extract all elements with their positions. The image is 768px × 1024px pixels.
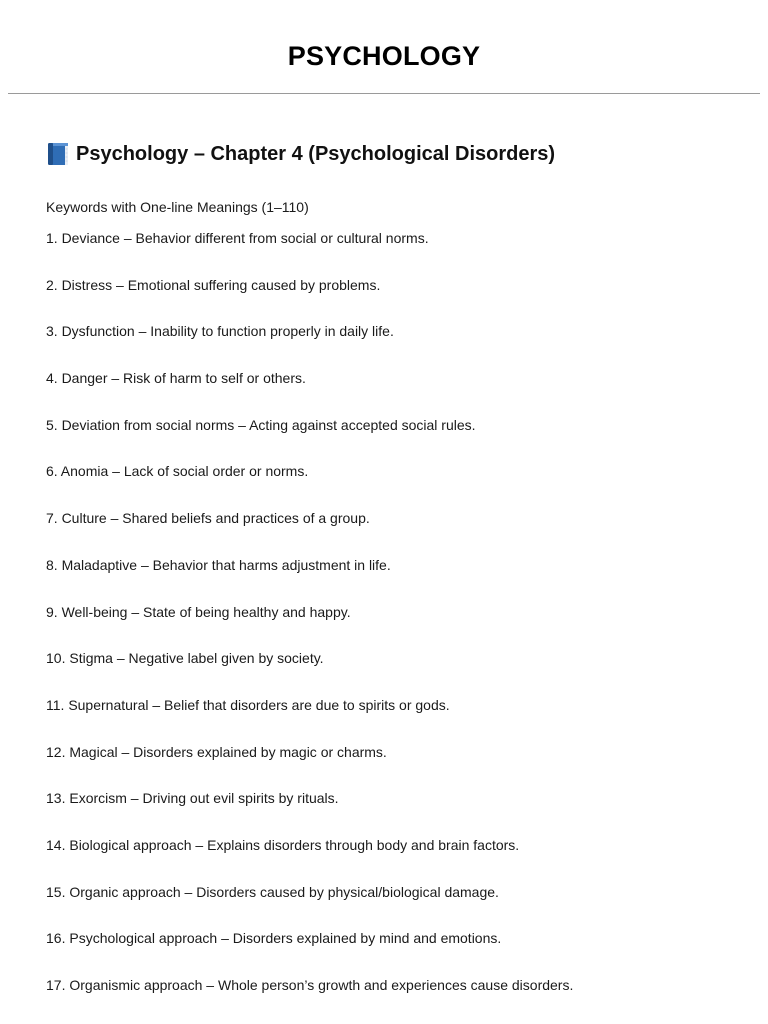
keyword-list bbox=[46, 228, 573, 1022]
keyword-item: 9. Well-being – State of being healthy and happy. bbox=[46, 603, 351, 620]
keyword-item: 15. Organic approach – Disorders caused by physical/biological damage. bbox=[46, 883, 499, 900]
keyword-item: 11. Supernatural – Belief that disorders are due to spirits or gods. bbox=[46, 696, 450, 713]
keyword-item: 12. Magical – Disorders explained by magic or charms. bbox=[46, 743, 387, 760]
page-title: PSYCHOLOGY bbox=[287, 41, 481, 71]
keywords-subtitle: Keywords with One-line Meanings (1–110) bbox=[46, 199, 309, 215]
keyword-item: 3. Dysfunction – Inability to function properly in daily life. bbox=[46, 323, 394, 340]
keyword-item: 7. Culture – Shared beliefs and practices of a group. bbox=[46, 510, 370, 527]
keyword-item: 17. Organismic approach – Whole person’s growth and experiences cause disorders. bbox=[46, 977, 574, 993]
keyword-item: 10. Stigma – Negative label given by society. bbox=[46, 650, 324, 667]
keyword-item: 13. Exorcism – Driving out evil spirits by rituals. bbox=[46, 790, 339, 807]
chapter-title: Psychology – Chapter 4 (Psychological Disorders) bbox=[76, 142, 556, 165]
keyword-item: 4. Danger – Risk of harm to self or others. bbox=[46, 370, 306, 387]
keyword-item: 16. Psychological approach – Disorders explained by mind and emotions. bbox=[46, 930, 502, 947]
header-divider bbox=[8, 93, 760, 94]
keyword-item: 2. Distress – Emotional suffering caused by problems. bbox=[46, 276, 381, 293]
blue-book-icon bbox=[46, 141, 70, 167]
keyword-item: 6. Anomia – Lack of social order or norms. bbox=[46, 463, 309, 480]
keyword-item: 14. Biological approach – Explains disorders through body and brain factors. bbox=[46, 836, 520, 853]
keyword-item: 8. Maladaptive – Behavior that harms adjustment in life. bbox=[46, 556, 391, 573]
keyword-item: 5. Deviation from social norms – Acting against accepted social rules. bbox=[46, 416, 476, 433]
page-header bbox=[0, 0, 768, 94]
keyword-item: 1. Deviance – Behavior different from social or cultural norms. bbox=[46, 230, 429, 246]
chapter-heading bbox=[46, 139, 555, 169]
